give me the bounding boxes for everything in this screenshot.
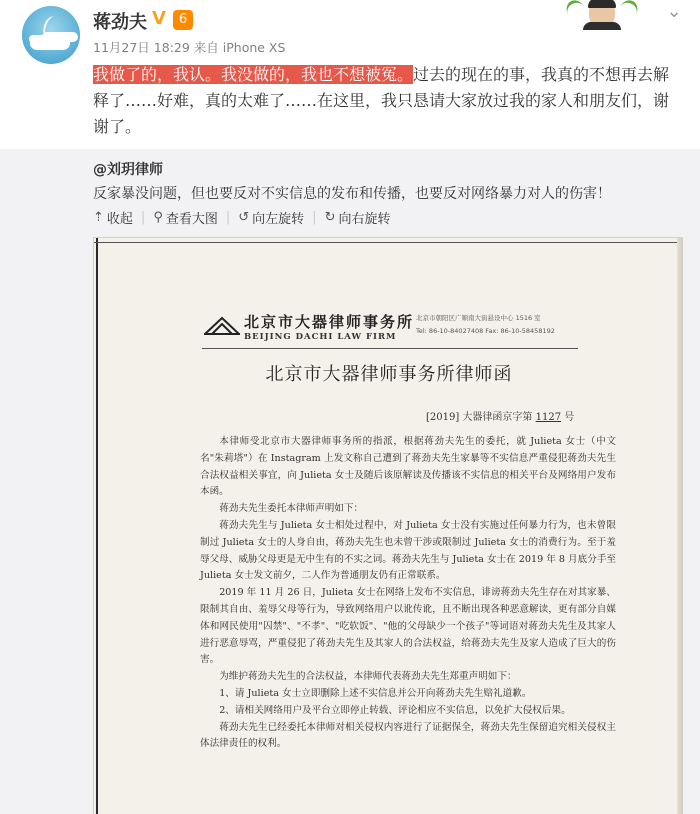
- profile-card-decoration[interactable]: [567, 0, 637, 28]
- chevron-down-icon[interactable]: ⌄: [666, 1, 682, 22]
- rotate-left-icon: ↺: [238, 210, 250, 225]
- letter-paragraph: 蒋劲夫先生与 Julieta 女士相处过程中，对 Julieta 女士没有实施过任何暴力行为，也未曾限制过 Julieta 女士的人身自由，蒋劲夫先生也未曾干涉或限制过 Julieta 女士的消费行为。至于羞辱父母、威胁父母更是无中生有的不实之词。蒋劲夫先生与 Julieta 女士在 2019 年 8 月底分手至 Julieta 女士发文前夕，二人作为普通朋友仍有正常联系。: [200, 519, 617, 582]
- letter-title: 北京市大器律师事务所律师函: [265, 364, 513, 385]
- username[interactable]: 蒋劲夫: [93, 12, 147, 33]
- letter-paragraph: 1、请 Julieta 女士立即删除上述不实信息并公开向蒋劲夫先生赔礼道歉。: [219, 687, 532, 699]
- repost-container: [0, 149, 700, 814]
- divider: |: [312, 210, 317, 225]
- palm-leaf-icon: [615, 0, 641, 25]
- header-rule: [202, 348, 578, 349]
- letter-body: [200, 434, 616, 753]
- letter-paragraph: 蒋劲夫先生已经委托本律师对相关侵权内容进行了证据保全，蒋劲夫先生保留追究相关侵权主体法律责任的权利。: [200, 721, 616, 750]
- firm-address: 北京市朝阳区广顺南大街悬设中心 1516 室: [416, 314, 541, 322]
- cloud-icon: [30, 36, 70, 50]
- magnify-icon: ⚲: [153, 210, 163, 225]
- firm-name-en: BEIJING DACHI LAW FIRM: [244, 332, 397, 342]
- divider: |: [225, 210, 231, 225]
- repost-text: 反家暴没问题，但也要反对不实信息的发布和传播，也要反对网络暴力对人的伤害！: [93, 186, 611, 202]
- law-firm-logo-icon: [204, 315, 240, 335]
- divider: |: [140, 210, 146, 225]
- rotate-right-icon: ↻: [324, 210, 336, 225]
- highlighted-text: 我做了的，我认。我没做的，我也不想被冤。: [93, 65, 414, 84]
- level-badge-icon: 6: [173, 10, 193, 30]
- rotate-right-button[interactable]: ↻ 向右旋转: [324, 210, 391, 227]
- letter-paragraph: 蒋劲夫先生委托本律师声明如下：: [219, 503, 364, 515]
- rotate-left-button[interactable]: ↺ 向左旋转: [238, 210, 305, 227]
- palm-leaf-icon: [563, 0, 589, 25]
- firm-contact: [416, 312, 555, 338]
- collapse-icon: ⇡: [93, 210, 104, 225]
- letter-paragraph: 本律师受北京市大器律师事务所的指派，根据蒋劲夫先生的委托，就 Julieta 女士（中文名"朱莉塔"）在 Instagram 上发文称自己遭到了蒋劲夫先生家暴等不实信息严重侵犯蒋劲夫先生合法权益相关事宜，向 Julieta 女士及随后该原解读及传播该不实信息的相关平台及网络用户发布本函。: [200, 436, 616, 498]
- firm-name-cn: 北京市大器律师事务所: [244, 313, 415, 331]
- avatar[interactable]: [22, 6, 80, 64]
- post-meta: 11月27日 18:29 来自 iPhone XS: [93, 40, 286, 55]
- verified-icon: V: [152, 8, 166, 29]
- lawyer-letter-image[interactable]: [93, 237, 683, 814]
- post-text-rest: 过去的现在的事，我真的不想再去解释了……好难，真的太难了……在这里，我只恳请大家放过我的家人和朋友们，谢谢了。: [93, 65, 670, 136]
- collapse-button[interactable]: ⇡ 收起: [93, 210, 133, 227]
- letter-paragraph: 2019 年 11 月 26 日，Julieta 女士在网络上发布不实信息，诽谤蒋劲夫先生存在对其家暴、限制其自由、羞辱父母等行为，导致网络用户以讹传讹，且不断出现各种恶意解读，更有部分自媒体和网民使用"囚禁"、"不孝"、"吃软饭"、"他的父母缺少一个孩子"等词语对蒋劲夫先生及其家人进行恶意辱骂，严重侵犯了蒋劲夫先生及其家人的合法权益，给蒋劲夫先生及家人造成了巨大的伤害。: [200, 587, 616, 666]
- letter-reference: [2019] 大器律函京字第 1127 号: [426, 412, 575, 423]
- post-text: [93, 62, 683, 140]
- letter-paragraph: 为维护蒋劲夫先生的合法权益，本律师代表蒋劲夫先生郑重声明如下：: [219, 671, 517, 683]
- letter-paragraph: 2、请相关网络用户及平台立即停止转载、评论相应不实信息，以免扩大侵权后果。: [219, 704, 571, 716]
- view-large-button[interactable]: ⚲ 查看大图: [153, 210, 218, 227]
- firm-phone: Tel: 86-10-84027408 Fax: 86-10-58458192: [416, 327, 555, 335]
- image-toolbar: [93, 208, 390, 227]
- repost-author[interactable]: @刘玥律师: [93, 162, 163, 178]
